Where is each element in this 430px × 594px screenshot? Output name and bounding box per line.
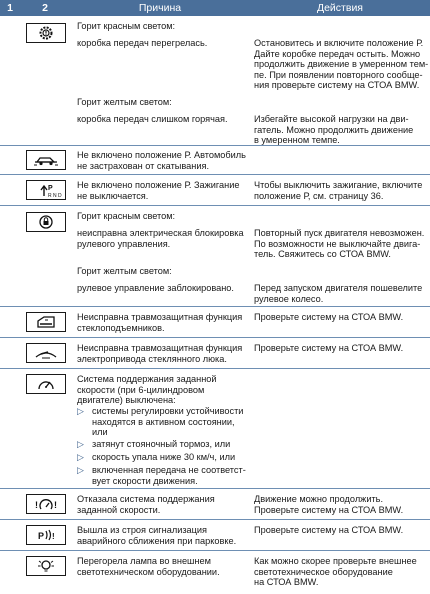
action-line: Проверьте систему на СТОА BMW. [254,525,404,535]
action-line: ния проверьте систему на СТОА BMW. [254,80,420,91]
action-line: продолжить движение в умеренном тем- [254,59,429,70]
action-line: на СТОА BMW. [254,577,319,588]
cause-line: Отказала система поддержания [77,494,215,504]
svg-text:...: ... [43,377,47,383]
bullet-line: системы регулировки устойчивости [92,406,244,416]
cause-line: стеклоподъемников. [77,322,165,333]
park-distance-icon [26,525,66,545]
bullet-triangle-icon: ▷ [77,439,84,449]
action-line: Проверьте систему на СТОА BMW. [254,312,404,322]
steering-lock-icon [26,212,66,232]
table-row [0,307,430,338]
table-row [0,551,430,594]
bullet-line: вует скорости движения. [92,475,198,486]
svg-text:P: P [38,531,45,541]
action-line: Проверьте систему на СТОА BMW. [254,504,404,515]
cause-line: Вышла из строя сигнализация [77,525,208,535]
bullet-line: затянут стояночный тормоз, или [92,439,231,449]
action-line: Перед запуском двигателя пошевелите [254,283,423,293]
action-line: Остановитесь и включите положение Р. [254,38,424,48]
cause-line: электропривода стеклянного люка. [77,353,227,364]
cruise-control-icon [26,374,66,394]
red-label: Горит красным светом: [77,21,176,31]
header-cause: Причина [138,2,182,14]
car-rolling-icon [26,150,66,170]
table-row [0,489,430,520]
window-pinch-icon [26,312,66,332]
table-row [0,146,430,175]
table-row [0,175,430,206]
action-line: Дайте коробке передач остыть. Можно [254,48,421,59]
header-col-1: 1 [7,2,13,14]
svg-text:!: ! [35,500,38,510]
action-line: Повторный пуск двигателя невозможен. [254,228,425,238]
bullet-triangle-icon: ▷ [77,465,84,475]
action-line: Проверьте систему на СТОА BMW. [254,343,404,353]
cause-line: неисправна электрическая блокировка [77,228,244,238]
action-line: Как можно скорее проверьте внешнее [254,556,417,566]
action-line: положение Р, см. страницу 36. [254,190,384,201]
cause-line: не застрахован от скатывания. [77,160,210,171]
cause-line: заданной скорости. [77,504,161,515]
action-line: рулевое колесо. [254,293,324,304]
action-line: Движение можно продолжить. [254,494,384,504]
header-col-2: 2 [42,2,48,14]
bullet-line: скорость упала ниже 30 км/ч, или [92,452,236,462]
bullet-line: включенная передача не соответст- [92,465,246,475]
cause-line: Не включено положение Р. Зажигание [77,180,240,190]
cause-text: коробка передач перегрелась. [77,38,208,48]
action-line: тель. Свяжитесь со СТОА BMW. [254,249,391,260]
gear-warning-icon [26,23,66,43]
bullet-triangle-icon: ▷ [77,452,84,462]
cause-line: Неисправна травмозащитная функция [77,343,243,353]
bulb-failure-icon [26,556,66,576]
svg-text:P: P [48,185,53,192]
cause-line: светотехническом оборудовании. [77,566,220,577]
table-row [0,520,430,551]
action-line: Избегайте высокой нагрузки на дви- [254,114,409,124]
cause-line: не выключается. [77,190,149,201]
svg-text:!: ! [54,500,57,510]
bullet-line: или [92,427,108,438]
svg-text:!: ! [52,532,55,541]
action-line: в умеренном темпе. [254,135,340,146]
red-label: Горит красным светом: [77,211,176,221]
bullet-line: находятся в активном состоянии, [92,416,235,427]
header-actions: Действия [316,2,363,14]
sunroof-pinch-icon [26,343,66,363]
cause-line: скорости (при 6-цилиндровом [77,384,205,395]
cause-line: Неисправна травмозащитная функция [77,312,243,322]
svg-text:R N D: R N D [48,193,62,199]
cause-text: коробка передач слишком горячая. [77,114,228,124]
cause-line: аварийного сближения при парковке. [77,535,237,546]
yellow-label: Горит желтым светом: [77,266,172,276]
table-row [0,369,430,489]
cause-line: Не включено положение Р. Автомобиль [77,150,246,160]
table-header [0,0,430,16]
yellow-label: Горит желтым светом: [77,97,172,107]
action-line: пе. При появлении повторного сообще- [254,69,423,80]
cause-line: Перегорела лампа во внешнем [77,556,211,566]
table-row [0,338,430,369]
cause-text: рулевое управление заблокировано. [77,283,234,293]
action-line: По возможности не выключайте двига- [254,238,421,249]
cruise-control-fault-icon [26,494,66,514]
park-position-icon [26,180,66,200]
bullet-triangle-icon: ▷ [77,406,84,416]
action-line: Чтобы выключить зажигание, включите [254,180,423,190]
cause-line: рулевого управления. [77,238,171,249]
cause-line: двигателе) выключена: [77,395,176,406]
table-row [0,206,430,307]
action-line: гатель. Можно продолжить движение [254,124,414,135]
action-line: светотехническое оборудование [254,566,393,577]
table-row [0,16,430,146]
cause-line: Система поддержания заданной [77,374,217,384]
